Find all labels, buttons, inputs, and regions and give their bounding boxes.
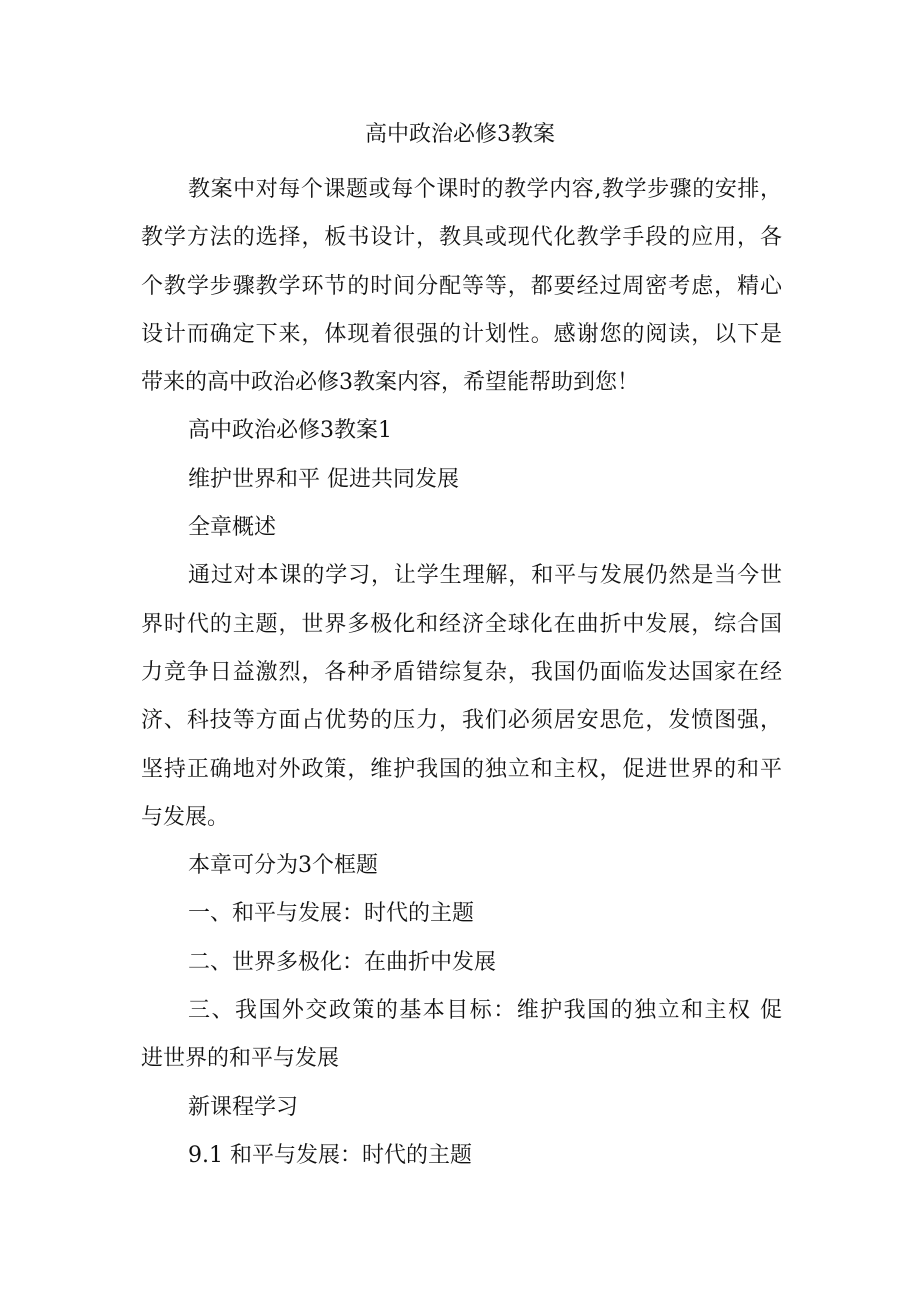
document-body: [141, 166, 782, 1180]
text-line: 个教学步骤教学环节的时间分配等等，都要经过周密考虑，精心: [141, 273, 782, 299]
text-line: 全章概述: [188, 515, 277, 541]
document-title: 高中政治必修3教案: [365, 122, 555, 147]
text-line: 维护世界和平 促进共同发展: [188, 466, 459, 492]
paragraph: [141, 939, 782, 987]
text-line: 9.1 和平与发展：时代的主题: [188, 1142, 472, 1168]
text-line: 与发展。: [141, 804, 230, 830]
paragraph: [141, 842, 782, 890]
text-line: 进世界的和平与发展: [141, 1046, 340, 1072]
text-line: 通过对本课的学习，让学生理解，和平与发展仍然是当今世: [188, 563, 782, 589]
text-line: 新课程学习: [188, 1094, 299, 1120]
text-line: 力竞争日益激烈，各种矛盾错综复杂，我国仍面临发达国家在经: [141, 659, 782, 685]
text-line: 带来的高中政治必修3教案内容，希望能帮助到您！: [141, 370, 639, 396]
paragraph: [141, 552, 782, 842]
text-line: 设计而确定下来，体现着很强的计划性。感谢您的阅读，以下是: [141, 321, 782, 347]
paragraph: [141, 407, 782, 455]
text-line: 界时代的主题，世界多极化和经济全球化在曲折中发展，综合国: [141, 611, 782, 637]
text-line: 三、我国外交政策的基本目标：维护我国的独立和主权 促: [188, 998, 782, 1024]
text-line: 济、科技等方面占优势的压力，我们必须居安思危，发愤图强，: [141, 708, 782, 734]
paragraph: [141, 1132, 782, 1180]
paragraph: [141, 890, 782, 938]
text-line: 二、世界多极化：在曲折中发展: [188, 949, 497, 975]
text-line: 本章可分为3个框题: [188, 853, 378, 879]
paragraph: [141, 504, 782, 552]
paragraph: [141, 166, 782, 407]
paragraph: [141, 1084, 782, 1132]
text-line: 一、和平与发展：时代的主题: [188, 901, 475, 927]
text-line: 教案中对每个课题或每个课时的教学内容,教学步骤的安排，: [188, 177, 782, 202]
paragraph: [141, 987, 782, 1084]
text-line: 高中政治必修3教案1: [188, 418, 392, 444]
text-line: 教学方法的选择，板书设计，教具或现代化教学手段的应用，各: [141, 225, 782, 251]
paragraph: [141, 456, 782, 504]
text-line: 坚持正确地对外政策，维护我国的独立和主权，促进世界的和平: [141, 756, 782, 782]
